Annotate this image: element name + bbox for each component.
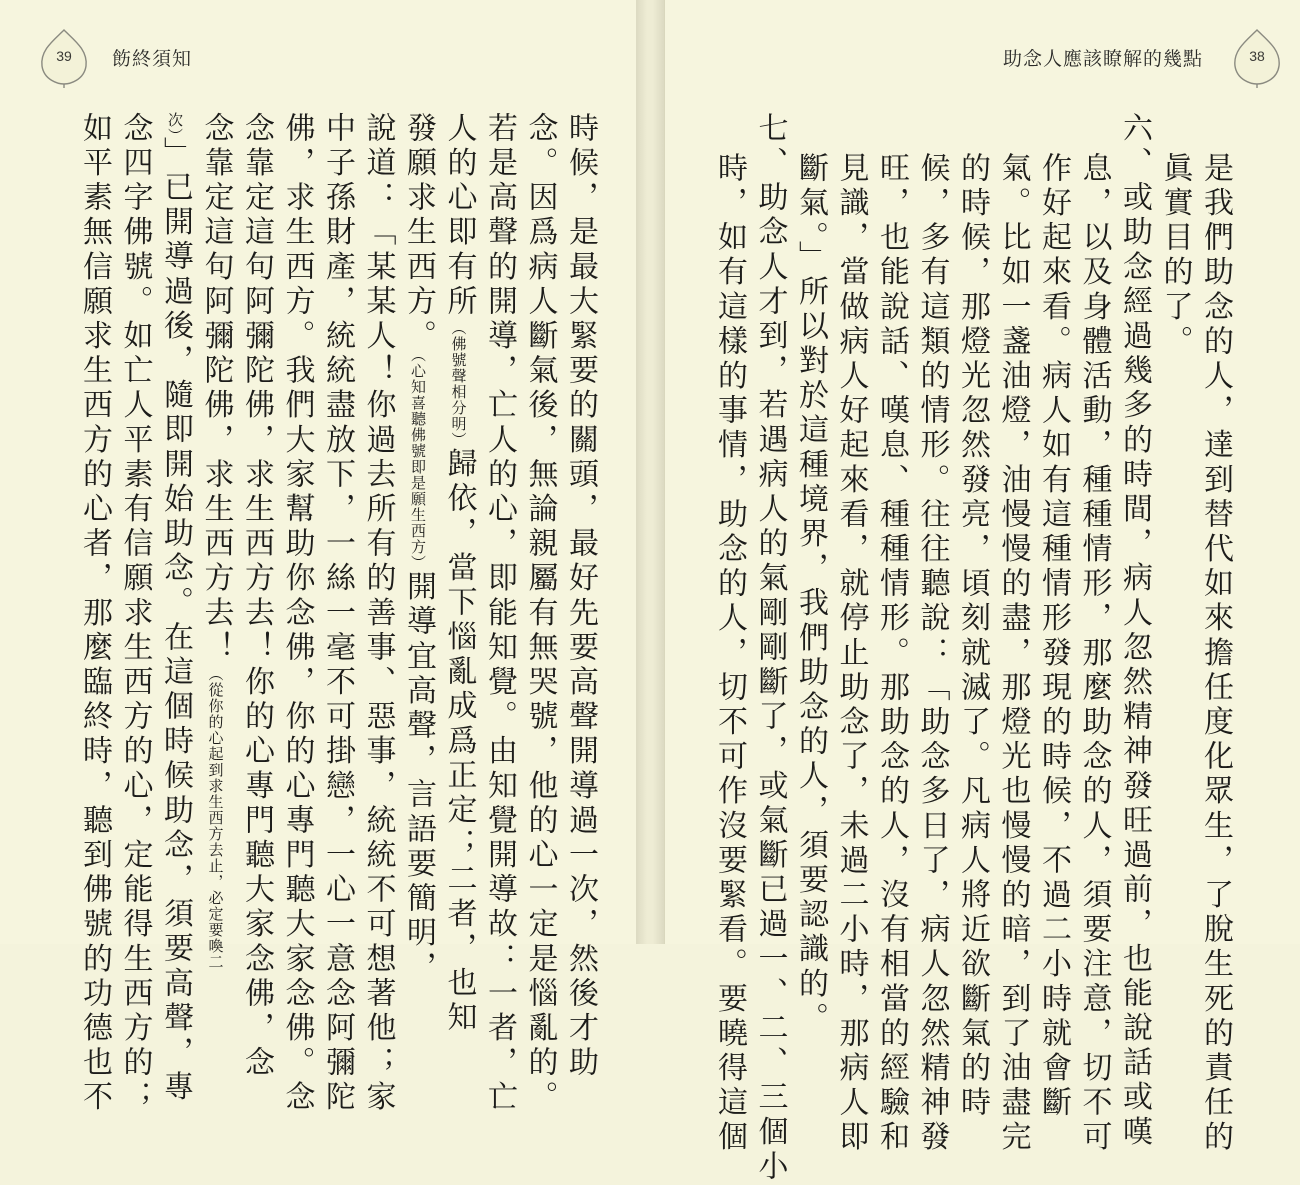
text-column bbox=[358, 112, 398, 1115]
page-number: 38 bbox=[1249, 48, 1265, 64]
annotation-note: 次） bbox=[166, 112, 184, 137]
text-column bbox=[1114, 112, 1154, 1150]
text-run: 歸依，當下惱亂成爲正定；二者，也知 bbox=[441, 447, 477, 1036]
text-column bbox=[277, 112, 317, 1115]
text-run: 說道：「某某人！你過去所有的善事、惡事，統統不可想著他；家 bbox=[360, 112, 396, 1116]
text-run: 六、或助念經過幾多的時間，病人忽然精神發旺過前，也能說話或嘆 bbox=[1117, 112, 1152, 1150]
text-run: 念靠定這句阿彌陀佛，求生西方去！你的心專門聽大家念佛，念 bbox=[239, 112, 274, 1081]
text-run: 息，以及身體活動，種種情形，那麼助念的人，須要注意，切不可 bbox=[1076, 152, 1112, 1156]
annotation-note: （心知喜聽佛號即是願生西方） bbox=[409, 354, 427, 571]
text-run: 七、助念人才到，若遇病人的氣剛剛斷了，或氣斷已過一、二、三個小 bbox=[752, 112, 788, 1185]
text-run: 眞實目的了。 bbox=[1157, 152, 1193, 360]
text-run: 念靠定這句阿彌陀佛，求生西方去！ bbox=[198, 112, 234, 666]
text-column bbox=[750, 112, 790, 1185]
text-run: 」已開導過後，隨即開始助念。在這個時候助念，須要高聲，專 bbox=[158, 136, 193, 1106]
page-number: 39 bbox=[56, 48, 72, 64]
text-column bbox=[155, 112, 195, 1105]
text-run: 時，如有這樣的事情，助念的人，切不可作沒要緊看。要曉得這個 bbox=[712, 152, 747, 1156]
text-column bbox=[398, 112, 438, 986]
text-column bbox=[993, 152, 1033, 1155]
text-column bbox=[115, 112, 155, 1115]
text-run: 中子孫財產，統統盡放下，一絲一毫不可掛戀，一心一意念阿彌陀 bbox=[320, 112, 355, 1116]
text-run: 佛，求生西方。我們大家幫助你念佛，你的心專門聽大家念佛。念 bbox=[279, 112, 315, 1116]
text-column bbox=[74, 112, 114, 1115]
text-run: 發願求生西方。 bbox=[401, 112, 436, 355]
text-column bbox=[196, 112, 236, 970]
text-run: 的時候，那燈光忽然發亮，頃刻就滅了。凡病人將近欲斷氣的時 bbox=[955, 152, 990, 1121]
text-run: 念。因爲病人斷氣後，無論親屬有無哭號，他的心一定是惱亂的。 bbox=[522, 112, 558, 1116]
right-page bbox=[664, 0, 1300, 1185]
text-column bbox=[709, 152, 749, 1155]
text-column bbox=[790, 152, 830, 1037]
text-column bbox=[831, 152, 871, 1155]
book-gutter bbox=[636, 0, 664, 944]
text-run: 如平素無信願求生西方的心者，那麼臨終時，聽到佛號的功德也不 bbox=[77, 112, 112, 1116]
running-header: 助念人應該瞭解的幾點 bbox=[1002, 49, 1203, 70]
text-column bbox=[1195, 152, 1235, 1155]
text-column bbox=[1074, 152, 1114, 1155]
text-column bbox=[1033, 152, 1073, 1121]
text-run: 念四字佛號。如亡人平素有信願求生西方的心，定能得生西方的； bbox=[117, 112, 153, 1116]
text-column bbox=[479, 112, 519, 1115]
text-column bbox=[317, 112, 357, 1115]
bodhi-leaf-page-badge bbox=[34, 26, 94, 88]
text-column bbox=[560, 112, 600, 1081]
text-run: 旺，也能說話、嘆息、種種情形。那助念的人，沒有相當的經驗和 bbox=[874, 152, 909, 1156]
bodhi-leaf-page-badge bbox=[1227, 26, 1287, 88]
text-column bbox=[871, 152, 911, 1155]
text-run: 斷氣。」所以對於這種境界，我們助念的人，須要認識的。 bbox=[793, 152, 828, 1037]
text-column bbox=[952, 152, 992, 1121]
annotation-note: （佛號聲相分明） bbox=[449, 319, 468, 448]
text-run: 見識，當做病人好起來看，就停止助念了，未過二小時，那病人即 bbox=[833, 152, 869, 1156]
text-run: 氣。比如一盞油燈，油慢慢的盡，那燈光也慢慢的暗，到了油盡完 bbox=[995, 152, 1031, 1156]
text-column bbox=[520, 112, 560, 1115]
text-run: 作好起來看。病人如有這種情形發現的時候，不過二小時就會斷 bbox=[1036, 152, 1071, 1121]
text-column bbox=[1155, 152, 1195, 360]
left-page bbox=[0, 0, 637, 1116]
running-header: 飭終須知 bbox=[112, 49, 193, 70]
annotation-note: （從你的心起到求生西方去止，必定要喚二 bbox=[206, 665, 225, 970]
text-run: 若是高聲的開導，亡人的心，即能知覺。由知覺開導故：一者，亡 bbox=[482, 112, 517, 1116]
text-run: 人的心即有所 bbox=[441, 112, 477, 320]
text-column bbox=[236, 112, 276, 1081]
text-run: 候，多有這類的情形。往往聽說：「助念多日了，病人忽然精神發 bbox=[914, 152, 950, 1156]
text-run: 是我們助念的人，達到替代如來擔任度化眾生，了脫生死的責任的 bbox=[1198, 152, 1233, 1156]
text-column bbox=[912, 152, 952, 1155]
text-column bbox=[439, 112, 479, 1036]
text-run: 開導宜高聲，言語要簡明， bbox=[401, 570, 436, 986]
text-run: 時候，是最大緊要的關頭，最好先要高聲開導過一次，然後才助 bbox=[563, 112, 598, 1081]
